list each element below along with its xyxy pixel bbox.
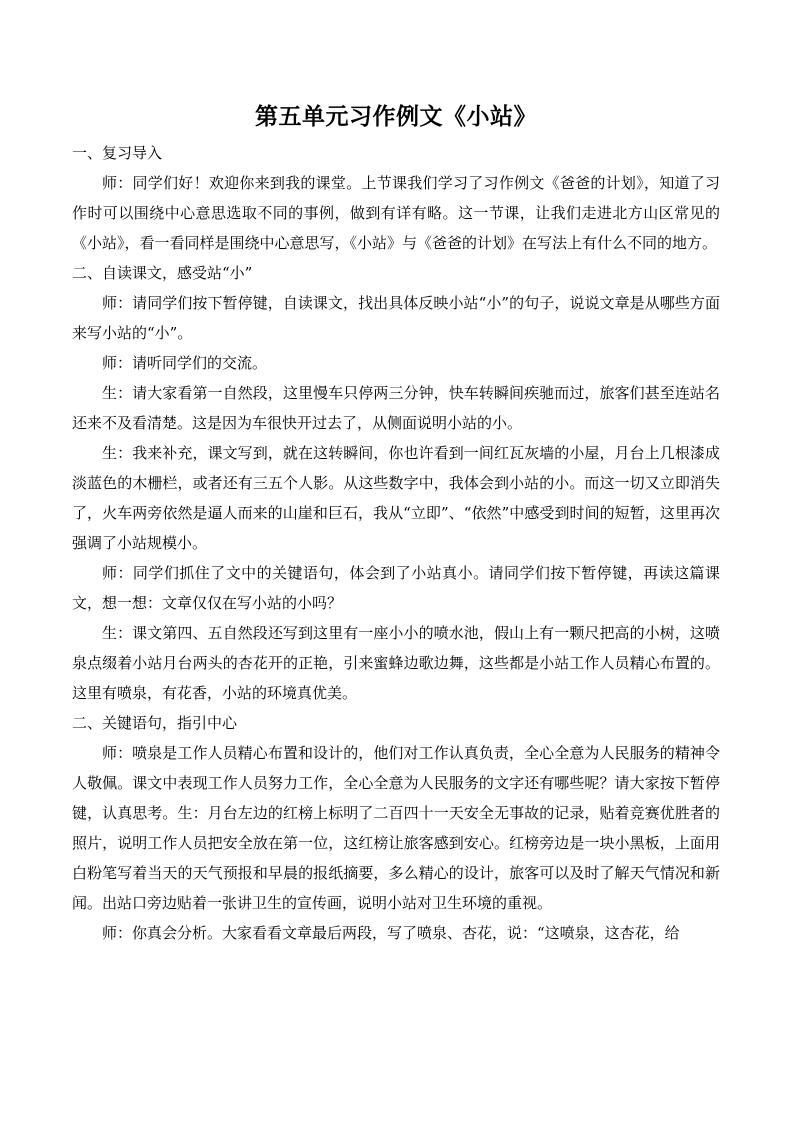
paragraph-teacher-reread: 师：同学们抓住了文中的关键语句，体会到了小站真小。请同学们按下暂停键，再读这篇课文，想一想：文章仅仅在写小站的小吗？ — [72, 564, 720, 612]
section-heading-review: 一、复习导入 — [72, 144, 163, 162]
paragraph-teacher-analysis: 师：你真会分析。大家看看文章最后两段，写了喷泉、杏花，说：“这喷泉，这杏花，给 — [102, 924, 680, 942]
document-title: 第五单元习作例文《小站》 — [255, 103, 537, 130]
paragraph-student-3: 生：课文第四、五自然段还写到这里有一座小小的喷水池，假山上有一颗尺把高的小树，这喷泉点缀着小站月台两头的杏花开的正艳，引来蜜蜂边歌边舞，这些都是小站工作人员精心布置的。这里有喷泉，有花香，小站的环境真优美。 — [72, 624, 720, 702]
paragraph-staff-spirit: 师：喷泉是工作人员精心布置和设计的，他们对工作认真负责，全心全意为人民服务的精神令人敬佩。课文中表现工作人员努力工作，全心全意为人民服务的文字还有哪些呢？请大家按下暂停键，认真思考。生：月台左边的红榜上标明了二百四十一天安全无事故的记录，贴着竞赛优胜者的照片，说明工作人员把安全放在第一位，这红榜让旅客感到安心。红榜旁边是一块小黑板，上面用白粉笔写着当天的天气预报和早晨的报纸摘要，多么精心的设计，旅客可以及时了解天气情况和新闻。出站口旁边贴着一张讲卫生的宣传画，说明小站对卫生环境的重视。 — [72, 744, 720, 912]
paragraph-teacher-task: 师：请同学们按下暂停键，自读课文，找出具体反映小站“小”的句子，说说文章是从哪些方面来写小站的“小”。 — [72, 294, 720, 342]
paragraph-teacher-listen: 师：请听同学们的交流。 — [102, 354, 268, 372]
section-heading-self-reading: 二、自读课文，感受站“小” — [72, 264, 253, 282]
paragraph-intro: 师：同学们好！欢迎你来到我的课堂。上节课我们学习了习作例文《爸爸的计划》，知道了习作时可以围绕中心意思选取不同的事例，做到有详有略。这一节课，让我们走进北方山区常见的《小站》，看一看同样是围绕中心意思写，《小站》与《爸爸的计划》在写法上有什么不同的地方。 — [72, 174, 720, 252]
section-heading-key-sentences: 二、关键语句，指引中心 — [72, 714, 238, 732]
document-page — [72, 100, 720, 948]
paragraph-student-2: 生：我来补充，课文写到，就在这转瞬间，你也许看到一间红瓦灰墙的小屋，月台上几根漆成淡蓝色的木栅栏，或者还有三五个人影。从这些数字中，我体会到小站的小。而这一切又立即消失了，火车两旁依然是逼人而来的山崖和巨石，我从“立即”、“依然”中感受到时间的短暂，这里再次强调了小站规模小。 — [72, 444, 720, 552]
paragraph-student-1: 生：请大家看第一自然段，这里慢车只停两三分钟，快车转瞬间疾驰而过，旅客们甚至连站名还来不及看清楚。这是因为车很快开过去了，从侧面说明小站的小。 — [72, 384, 720, 432]
